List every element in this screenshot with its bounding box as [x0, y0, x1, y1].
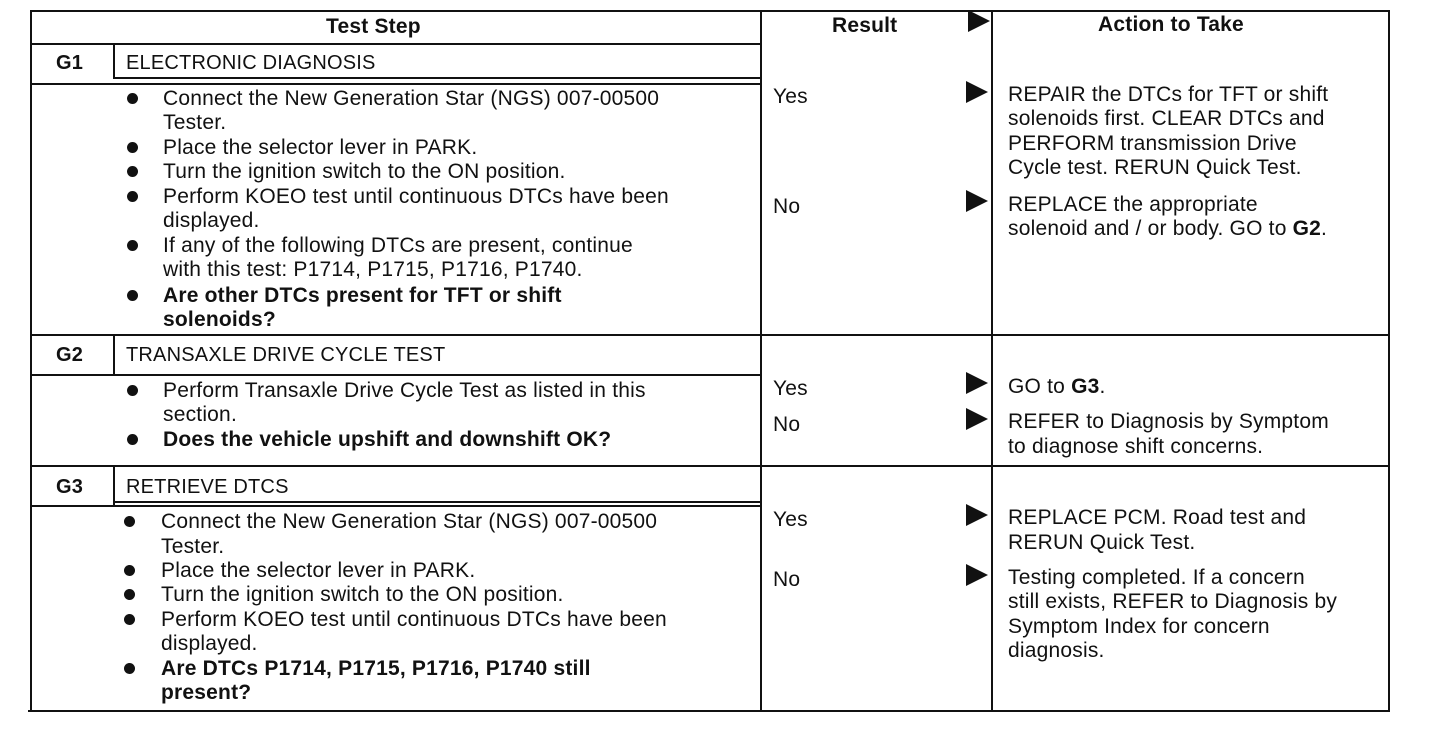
bullet-icon	[127, 385, 138, 396]
arrow-icon	[966, 564, 988, 586]
action-step-ref: G2	[1292, 217, 1322, 240]
bullet-icon	[127, 434, 138, 445]
result-yes: Yes	[773, 377, 808, 400]
g1-g2-divider	[30, 334, 1390, 336]
arrow-icon	[966, 408, 988, 430]
g3-title-underline	[30, 505, 762, 507]
action-line: Testing completed. If a concern	[1008, 566, 1305, 589]
g2-g3-divider	[30, 465, 1390, 467]
table-border-bottom	[28, 710, 1390, 712]
action-line: Cycle test. RERUN Quick Test.	[1008, 156, 1302, 179]
step-question: Are other DTCs present for TFT or shift	[163, 284, 562, 307]
step-title-g1: ELECTRONIC DIAGNOSIS	[126, 52, 376, 74]
g1-id-divider	[113, 43, 115, 79]
g2-title-divider	[30, 374, 762, 376]
bullet-icon	[127, 191, 138, 202]
step-question: Are DTCs P1714, P1715, P1716, P1740 still	[161, 657, 591, 680]
step-line: Tester.	[163, 111, 227, 134]
header-arrow-icon	[968, 10, 990, 32]
step-title-g2: TRANSAXLE DRIVE CYCLE TEST	[126, 344, 446, 366]
g3-id-divider	[113, 465, 115, 505]
bullet-icon	[124, 516, 135, 527]
bullet-icon	[124, 614, 135, 625]
result-yes: Yes	[773, 85, 808, 108]
action-line: REFER to Diagnosis by Symptom	[1008, 410, 1329, 433]
result-yes: Yes	[773, 508, 808, 531]
result-no: No	[773, 413, 801, 436]
header-result: Result	[832, 14, 898, 37]
step-question: Does the vehicle upshift and downshift OK?	[163, 428, 612, 451]
step-line: Place the selector lever in PARK.	[163, 136, 478, 159]
header-action: Action to Take	[1098, 13, 1244, 36]
step-line: section.	[163, 403, 237, 426]
bullet-icon	[127, 93, 138, 104]
bullet-icon	[127, 142, 138, 153]
step-line: Turn the ignition switch to the ON position.	[161, 583, 564, 606]
step-line: displayed.	[161, 632, 258, 655]
bullet-icon	[127, 240, 138, 251]
table-border-left	[30, 10, 32, 711]
arrow-icon	[966, 372, 988, 394]
step-question: solenoids?	[163, 308, 276, 331]
bullet-icon	[127, 166, 138, 177]
action-line: RERUN Quick Test.	[1008, 531, 1196, 554]
table-border-right	[1388, 10, 1390, 711]
step-line: with this test: P1714, P1715, P1716, P1740.	[163, 258, 583, 281]
header-test-step: Test Step	[326, 15, 421, 38]
step-id-g3: G3	[56, 476, 84, 498]
g1-title-underline	[30, 83, 762, 85]
bullet-icon	[124, 663, 135, 674]
result-no: No	[773, 568, 801, 591]
arrow-icon	[966, 190, 988, 212]
step-question: present?	[161, 681, 252, 704]
action-line: solenoids first. CLEAR DTCs and	[1008, 107, 1325, 130]
step-line: Connect the New Generation Star (NGS) 007-00500	[163, 87, 660, 110]
step-line: Perform KOEO test until continuous DTCs have been	[161, 608, 667, 631]
result-no: No	[773, 195, 801, 218]
step-id-g1: G1	[56, 52, 84, 74]
step-line: Turn the ignition switch to the ON position.	[163, 160, 566, 183]
action-line: diagnosis.	[1008, 639, 1105, 662]
table-border-top	[30, 10, 1390, 12]
g3-title-divider	[113, 501, 762, 503]
header-divider	[30, 43, 762, 45]
g1-title-divider	[113, 77, 762, 79]
step-line: Perform KOEO test until continuous DTCs have been	[163, 185, 669, 208]
step-line: displayed.	[163, 209, 260, 232]
arrow-icon	[966, 81, 988, 103]
action-line: still exists, REFER to Diagnosis by	[1008, 590, 1338, 613]
step-line: Perform Transaxle Drive Cycle Test as listed in this	[163, 379, 646, 402]
step-line: Connect the New Generation Star (NGS) 007-00500	[161, 510, 658, 533]
step-line: Place the selector lever in PARK.	[161, 559, 476, 582]
action-step-ref: G3	[1071, 375, 1100, 398]
step-id-g2: G2	[56, 344, 84, 366]
action-line: REPAIR the DTCs for TFT or shift	[1008, 83, 1329, 106]
arrow-icon	[966, 504, 988, 526]
action-line: GO to G3.	[1008, 375, 1106, 398]
action-line: to diagnose shift concerns.	[1008, 435, 1264, 458]
action-line: REPLACE the appropriate	[1008, 193, 1258, 216]
step-line: Tester.	[161, 535, 225, 558]
g2-id-divider	[113, 334, 115, 376]
column-divider-action	[991, 10, 993, 711]
action-line: solenoid and / or body. GO to G2.	[1008, 217, 1328, 240]
step-title-g3: RETRIEVE DTCS	[126, 476, 289, 498]
bullet-icon	[124, 565, 135, 576]
action-line: REPLACE PCM. Road test and	[1008, 506, 1307, 529]
action-line: PERFORM transmission Drive	[1008, 132, 1297, 155]
bullet-icon	[127, 290, 138, 301]
step-line: If any of the following DTCs are present, continue	[163, 234, 633, 257]
action-line: Symptom Index for concern	[1008, 615, 1270, 638]
column-divider-result	[760, 10, 762, 711]
bullet-icon	[124, 589, 135, 600]
